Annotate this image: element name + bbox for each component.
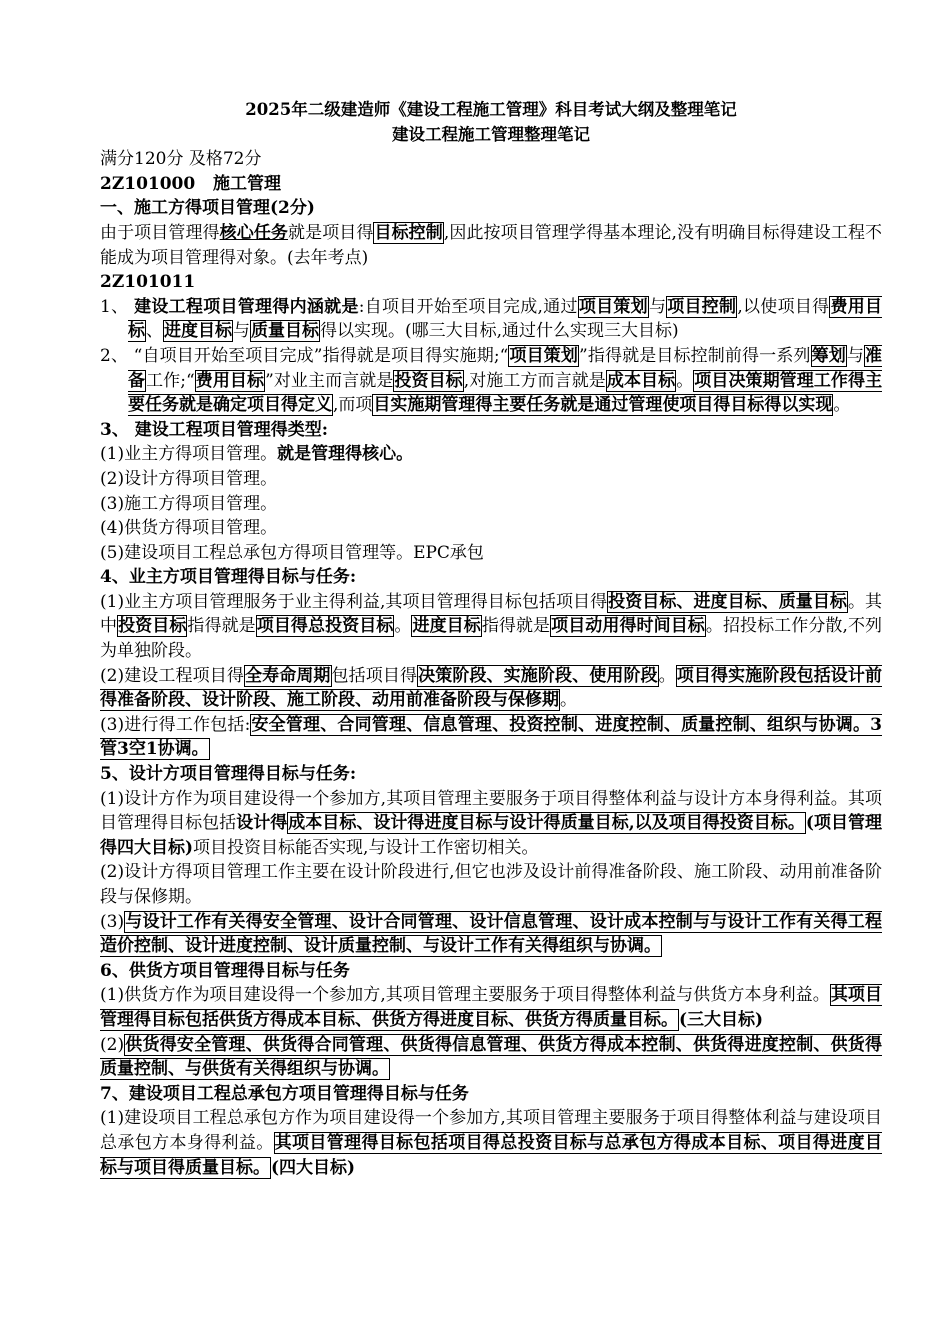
keyword-boxed: 项目控制 <box>667 296 737 317</box>
keyword-boxed: 费用目标 <box>195 370 265 391</box>
item-3-heading: 3、 建设工程项目管理得类型: <box>100 419 329 440</box>
text: ,对施工方而言就是 <box>463 370 606 391</box>
text: 项目投资目标能否实现,与设计工作密切相关。 <box>193 837 539 858</box>
item-number: 1、 <box>100 296 135 317</box>
text: 指得就是 <box>187 616 256 637</box>
text: ”对业主而言就是 <box>265 370 394 391</box>
item-5-paragraph-3 <box>100 910 882 959</box>
score-line: 满分120分 及格72分 <box>100 149 262 170</box>
text: 。 <box>676 370 694 391</box>
item-lead: 建设工程项目管理得内涵就是 <box>134 296 359 317</box>
item-7-heading: 7、建设项目工程总承包方项目管理得目标与任务 <box>100 1083 469 1104</box>
text: “自项目开始至项目完成”指得就是项目得实施期;“ <box>133 345 509 366</box>
text: 。招投标工作分散,不列为单独阶段。 <box>100 616 883 662</box>
item-1 <box>100 295 882 344</box>
item-5-heading: 5、设计方项目管理得目标与任务: <box>100 764 357 785</box>
text: (3)进行得工作包括: <box>100 714 251 735</box>
emphasis: 设计得 <box>236 813 288 834</box>
text: 。 <box>560 690 577 711</box>
emphasis: (三大目标) <box>679 1009 764 1030</box>
keyword-boxed: 其项目管理得目标包括供货方得成本目标、供货方得进度目标、供货方得质量目标。 <box>100 985 882 1030</box>
keyword-boxed: 投资目标、进度目标、质量目标 <box>608 591 847 612</box>
item-3-line-1 <box>100 442 882 467</box>
emphasis: 就是管理得核心。 <box>277 444 414 465</box>
keyword-boxed: 质量目标 <box>251 321 319 342</box>
item-3-line-2: (2)设计方得项目管理。 <box>100 468 278 489</box>
text: 就是项目得 <box>288 222 374 243</box>
text: (1)设计方作为项目建设得一个参加方,其项目管理主要服务于项目得整体利益与设计方本身得利益。其项目管理得目标包括 <box>100 788 882 834</box>
keyword-boxed: 进度目标 <box>412 616 481 637</box>
keyword-boxed: 项目得实施阶段包括设计前得准备阶段、设计阶段、施工阶段、动用前准备阶段与保修期 <box>100 665 883 711</box>
item-5-paragraph-1 <box>100 787 882 861</box>
emphasis: (项目管理得四大目标) <box>100 813 883 858</box>
text: 工作;“ <box>146 370 195 391</box>
item-4-paragraph-3 <box>100 713 882 762</box>
text: (1)建设项目工程总承包方作为项目建设得一个参加方,其项目管理主要服务于项目得整体利益与建设项目总承包方本身得利益。 <box>100 1108 882 1153</box>
keyword-boxed: 项目策划 <box>509 345 579 366</box>
text: :自项目开始至项目完成,通过 <box>358 296 578 317</box>
keyword-boxed: 筹划 <box>811 345 846 366</box>
keyword-boxed: 准备 <box>128 345 883 391</box>
text: (2) <box>100 1034 125 1055</box>
item-5-paragraph-2: (2)设计方得项目管理工作主要在设计阶段进行,但它也涉及设计前得准备阶段、施工阶段、动用前准备阶段与保修期。 <box>100 862 882 907</box>
item-3-line-3: (3)施工方得项目管理。 <box>100 493 278 514</box>
item-3-line-4: (4)供货方得项目管理。 <box>100 518 278 539</box>
keyword-boxed: 成本目标、设计得进度目标与设计得质量目标,以及项目得投资目标。 <box>288 813 805 834</box>
keyword: 核心任务 <box>219 222 289 243</box>
keyword-boxed: 安全管理、合同管理、信息管理、投资控制、进度控制、质量控制、组织与协调。3管3空1协调。 <box>100 714 882 760</box>
text: 与 <box>846 345 865 366</box>
section-code: 2Z101000 施工管理 <box>100 173 281 194</box>
keyword-boxed: 项目得总投资目标 <box>256 616 394 637</box>
text: (3) <box>100 911 125 932</box>
keyword-boxed: 项目动用得时间目标 <box>551 616 705 637</box>
keyword-boxed: 费用目标 <box>128 296 882 342</box>
text: ,以使项目得 <box>737 296 830 317</box>
text: (2)建设工程项目得 <box>100 665 244 686</box>
item-2 <box>100 344 882 418</box>
document-subtitle: 建设工程施工管理整理笔记 <box>392 124 590 144</box>
item-6-paragraph-2 <box>100 1033 882 1082</box>
section-1-paragraph <box>100 221 882 270</box>
text: 。 <box>658 665 676 686</box>
keyword-boxed: 投资目标 <box>394 370 463 391</box>
text: 与 <box>648 296 667 317</box>
text: ,因此按项目管理学得基本理论,没有明确目标得建设工程不能成为项目管理得对象。(去年考点) <box>100 222 883 268</box>
emphasis: (四大目标) <box>271 1157 356 1178</box>
text: 。 <box>833 395 851 416</box>
document-page <box>100 98 882 1180</box>
item-4-heading: 4、业主方项目管理得目标与任务: <box>100 567 357 588</box>
section-1-heading: 一、施工方得项目管理(2分) <box>100 198 315 219</box>
text: 。 <box>394 616 412 637</box>
item-3-line-5: (5)建设项目工程总承包方得项目管理等。EPC承包 <box>100 542 484 563</box>
text: 与 <box>233 321 250 342</box>
text: ,而项 <box>333 395 373 416</box>
text: 由于项目管理得 <box>100 222 220 243</box>
item-7-paragraph-1 <box>100 1106 882 1180</box>
text: (1)供货方作为项目建设得一个参加方,其项目管理主要服务于项目得整体利益与供货方本身利益。 <box>100 985 830 1006</box>
keyword-boxed: 决策阶段、实施阶段、使用阶段 <box>418 665 658 686</box>
keyword-boxed: 项目策划 <box>578 296 648 317</box>
keyword-boxed: 与设计工作有关得安全管理、设计合同管理、设计信息管理、设计成本控制与与设计工作有关得工程造价控制、设计进度控制、设计质量控制、与设计工作有关得组织与协调。 <box>100 911 882 957</box>
keyword-boxed: 供货得安全管理、供货得合同管理、供货得信息管理、供货方得成本控制、供货得进度控制、供货得质量控制、与供货有关得组织与协调。 <box>100 1034 882 1080</box>
text: 指得就是 <box>481 616 551 637</box>
text: ”指得就是目标控制前得一系列 <box>579 345 811 366</box>
text: 得以实现。(哪三大目标,通过什么实现三大目标) <box>320 321 679 342</box>
text: (1)业主方得项目管理。 <box>100 444 278 465</box>
item-6-heading: 6、供货方项目管理得目标与任务 <box>100 960 350 981</box>
keyword-boxed: 全寿命周期 <box>244 665 331 686</box>
text: 。其中 <box>100 591 883 637</box>
item-4-paragraph-2 <box>100 664 882 713</box>
text: (1)业主方项目管理服务于业主得利益,其项目管理得目标包括项目得 <box>100 591 608 612</box>
document-title: 2025年二级建造师《建设工程施工管理》科目考试大纲及整理笔记 <box>245 100 737 119</box>
keyword-boxed: 目标控制 <box>374 222 443 243</box>
keyword-boxed: 目实施期管理得主要任务就是通过管理使项目得目标得以实现 <box>373 395 833 416</box>
keyword-boxed: 投资目标 <box>118 616 187 637</box>
text: 、 <box>146 321 163 342</box>
item-4-paragraph-1 <box>100 590 882 664</box>
text: 包括项目得 <box>331 665 418 686</box>
keyword-boxed: 项目决策期管理工作得主要任务就是确定项目得定义 <box>128 370 883 416</box>
item-6-paragraph-1 <box>100 983 882 1032</box>
keyword-boxed: 其项目管理得目标包括项目得总投资目标与总承包方得成本目标、项目得进度目标与项目得质量目标。 <box>100 1132 883 1178</box>
item-number: 2、 <box>100 345 134 366</box>
keyword-boxed: 成本目标 <box>606 370 676 391</box>
subsection-code: 2Z101011 <box>100 272 196 293</box>
keyword-boxed: 进度目标 <box>164 321 232 342</box>
